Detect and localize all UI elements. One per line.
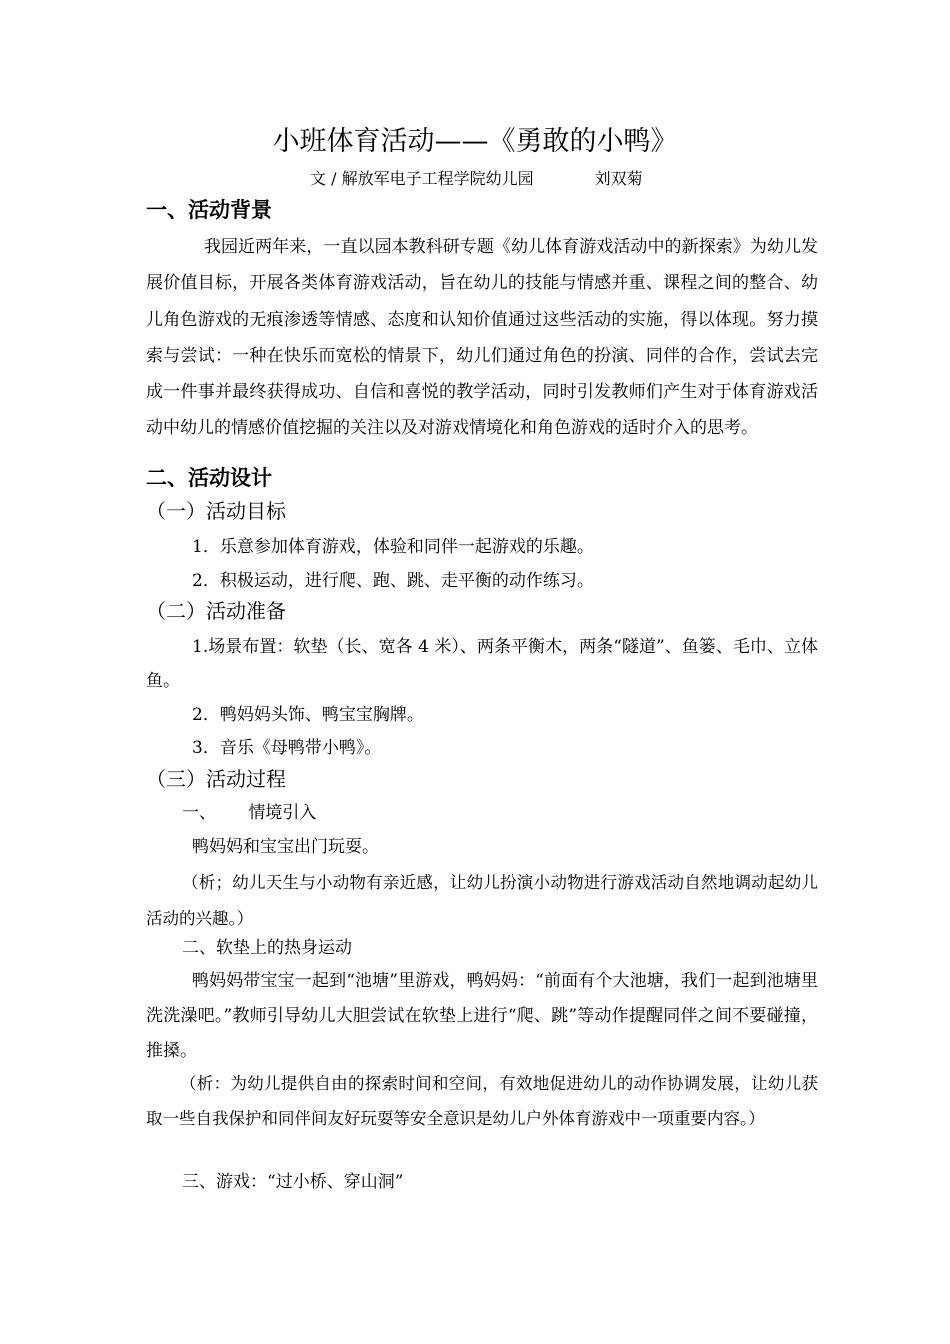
step2-text: 鸭妈妈带宝宝一起到“池塘”里游戏，鸭妈妈：“前面有个大池塘，我们一起到池塘里洗洗澡吧。”教师引导幼儿大胆尝试在软垫上进行“爬、跳”等动作提醒同伴之间不要碰撞，推搡。: [146, 971, 818, 1061]
subheading-goals: （一）活动目标: [146, 499, 286, 523]
step1-text: 鸭妈妈和宝宝出门玩耍。: [192, 837, 379, 857]
step3-title: 三、游戏：“过小桥、穿山洞”: [182, 1172, 404, 1192]
step2-analysis: （析：为幼儿提供自由的探索时间和空间，有效地促进幼儿的动作协调发展，让幼儿获取一些自我保护和同伴间友好玩耍等安全意识是幼儿户外体育游戏中一项重要内容。）: [146, 1074, 818, 1128]
prep-item-1: 1.场景布置：软垫（长、宽各 4 米）、两条平衡木，两条“隧道”、鱼篓、毛巾、立体鱼。: [146, 637, 818, 691]
goal-item-2: 2．积极运动，进行爬、跑、跳、走平衡的动作练习。: [192, 571, 594, 591]
prep-item-2: 2．鸭妈妈头饰、鸭宝宝胸牌。: [192, 705, 424, 725]
step1-analysis: （析；幼儿天生与小动物有亲近感，让幼儿扮演小动物进行游戏活动自然地调动起幼儿活动的兴趣。）: [146, 873, 818, 928]
author-byline: 文 / 解放军电子工程学院幼儿园 刘双菊: [310, 169, 643, 188]
prep-item-3: 3．音乐《母鸭带小鸭》。: [192, 738, 382, 758]
subheading-process: （三）活动过程: [146, 767, 286, 791]
section-heading-design: 二、活动设计: [146, 466, 272, 490]
goal-item-1: 1．乐意参加体育游戏，体验和同伴一起游戏的乐趣。: [192, 537, 594, 557]
subheading-preparation: （二）活动准备: [146, 599, 286, 623]
step2-title: 二、软垫上的热身运动: [182, 938, 352, 958]
step1-title: 一、 情境引入: [182, 803, 317, 823]
background-paragraph: 我园近两年来，一直以园本教科研专题《幼儿体育游戏活动中的新探索》为幼儿发展价值目标，开展各类体育游戏活动，旨在幼儿的技能与情感并重、课程之间的整合、幼儿角色游戏的无痕渗透等情感、态度和认知价值通过这些活动的实施，得以体现。努力摸索与尝试：一种在快乐而宽松的情景下，幼儿们通过角色的扮演、同伴的合作，尝试去完成一件事并最终获得成功、自信和喜悦的教学活动，同时引发教师们产生对于体育游戏活动中幼儿的情感价值挖掘的关注以及对游戏情境化和角色游戏的适时介入的思考。: [146, 237, 818, 439]
section-heading-background: 一、活动背景: [146, 198, 272, 222]
document-title: 小班体育活动——《勇敢的小鸭》: [272, 126, 678, 157]
